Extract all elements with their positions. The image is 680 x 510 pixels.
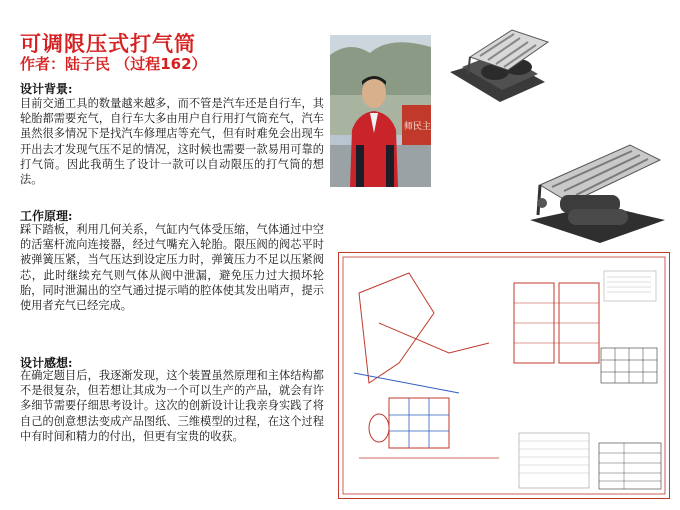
section-body-principle: 踩下踏板，利用几何关系，气缸内气体受压缩，气体通过中空的活塞杆流向连接器，经过气嘴充入轮胎。限压阀的阀芯平时被弹簧压紧，当气压达到设定压力时，弹簧压力不足以压紧阀芯，此时继续充气则气体从阀中泄漏，避免压力过大损坏轮胎，同时泄漏出的空气通过提示哨的腔体使其发出哨声，提示使用者充气已经完成。 <box>20 223 324 313</box>
pump-render-side <box>520 125 670 250</box>
engineering-drawing <box>338 252 670 499</box>
banner-text: 师民主 <box>404 122 431 132</box>
section-heading-principle: 工作原理: <box>20 209 73 223</box>
page-title: 可调限压式打气筒 <box>20 32 196 56</box>
pump-render-top <box>440 12 555 117</box>
author-line: 作者：陆子民 （过程162） <box>20 55 207 73</box>
section-heading-background: 设计背景: <box>20 82 73 96</box>
author-photo <box>330 35 431 187</box>
section-body-reflection: 在确定题目后，我逐渐发现，这个装置虽然原理和主体结构都不是很复杂，但若想让其成为一个可以生产的产品，就会有许多细节需要仔细思考设计。这次的创新设计让我亲身实践了将自己的创意想法变成产品图纸、三维模型的过程，在这个过程中有时间和精力的付出，但更有宝贵的收获。 <box>20 369 324 443</box>
section-body-background: 目前交通工具的数量越来越多，而不管是汽车还是自行车，其轮胎都需要充气，自行车大多由用户自行用打气筒充气，汽车虽然很多情况下是找汽车修理店等充气，但有时难免会出现车开出去才发现气压不足的情况，这时候也需要一款易用可靠的打气筒。因此我萌生了设计一款可以自动限压的打气筒的想法。 <box>20 97 324 187</box>
section-heading-reflection: 设计感想: <box>20 356 73 370</box>
